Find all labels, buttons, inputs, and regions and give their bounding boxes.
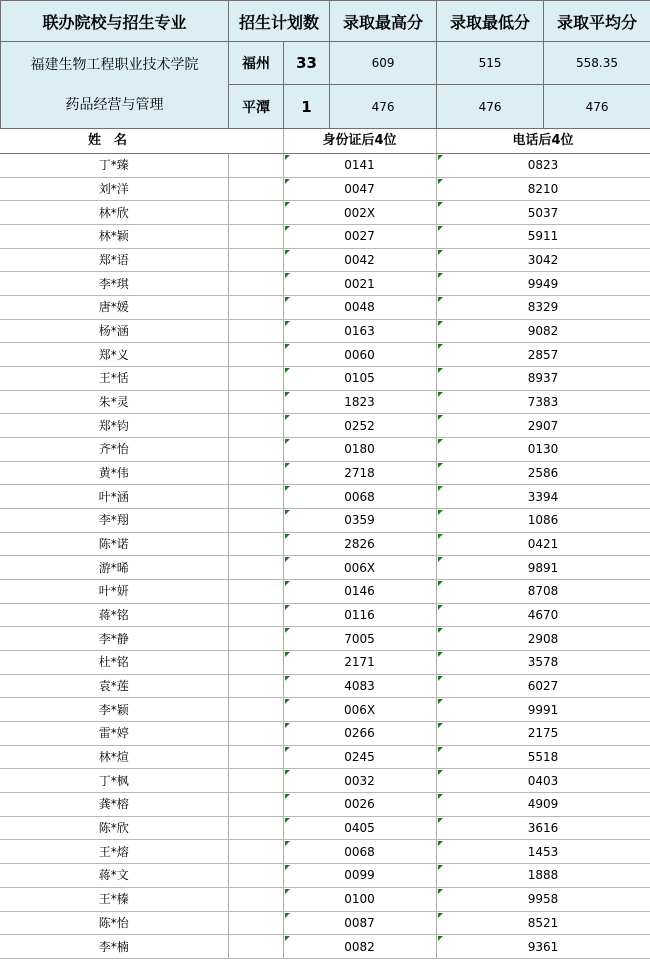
student-name: 游*晞 [0, 556, 228, 580]
city-cell: 平潭 [229, 85, 284, 129]
id-last4: 0048 [283, 296, 436, 320]
phone-last4: 4670 [436, 603, 650, 627]
blank-cell [228, 745, 283, 769]
city-cell: 福州 [229, 42, 284, 85]
id-last4: 0087 [283, 911, 436, 935]
table-row [0, 556, 650, 580]
major-name: 药品经营与管理 [65, 97, 164, 113]
school-name: 福建生物工程职业技术学院 [30, 57, 199, 73]
id-last4: 2826 [283, 532, 436, 556]
blank-cell [228, 461, 283, 485]
blank-cell [228, 603, 283, 627]
table-row [0, 840, 650, 864]
student-name: 陈*欣 [0, 816, 228, 840]
header-id-last4: 身份证后4位 [283, 129, 436, 154]
blank-cell [228, 651, 283, 675]
table-row [0, 580, 650, 604]
student-name: 齐*怡 [0, 438, 228, 462]
blank-cell [228, 485, 283, 509]
student-name: 林*煊 [0, 745, 228, 769]
student-name: 叶*涵 [0, 485, 228, 509]
id-last4: 2718 [283, 461, 436, 485]
student-name: 刘*洋 [0, 177, 228, 201]
blank-cell [228, 248, 283, 272]
phone-last4: 8329 [436, 296, 650, 320]
phone-last4: 8937 [436, 367, 650, 391]
phone-last4: 2175 [436, 722, 650, 746]
phone-last4: 1888 [436, 864, 650, 888]
blank-cell [228, 154, 283, 178]
student-name: 郑*义 [0, 343, 228, 367]
blank-cell [228, 272, 283, 296]
blank-cell [228, 367, 283, 391]
phone-last4: 0823 [436, 154, 650, 178]
blank-cell [228, 319, 283, 343]
id-last4: 0100 [283, 887, 436, 911]
id-last4: 0027 [283, 225, 436, 249]
student-name: 王*熔 [0, 840, 228, 864]
header-avg-score: 录取平均分 [544, 1, 650, 42]
id-last4: 0359 [283, 509, 436, 533]
max-score-cell: 476 [330, 85, 437, 129]
student-name: 唐*媛 [0, 296, 228, 320]
id-last4: 0060 [283, 343, 436, 367]
blank-cell [228, 793, 283, 817]
id-last4: 4083 [283, 674, 436, 698]
table-row [0, 177, 650, 201]
student-name: 李*静 [0, 627, 228, 651]
table-row [0, 225, 650, 249]
student-name: 陈*怡 [0, 911, 228, 935]
table-row [0, 722, 650, 746]
table-row [0, 769, 650, 793]
blank-cell [228, 177, 283, 201]
phone-last4: 9361 [436, 935, 650, 959]
student-name: 郑*语 [0, 248, 228, 272]
phone-last4: 0403 [436, 769, 650, 793]
min-score-cell: 515 [437, 42, 544, 85]
id-last4: 0082 [283, 935, 436, 959]
table-row [0, 390, 650, 414]
blank-cell [228, 769, 283, 793]
blank-cell [228, 911, 283, 935]
blank-cell [228, 722, 283, 746]
table-row [0, 935, 650, 959]
id-last4: 0141 [283, 154, 436, 178]
student-name: 丁*臻 [0, 154, 228, 178]
summary-header-row [1, 1, 650, 42]
summary-row-fuzhou [1, 42, 650, 85]
id-last4: 006X [283, 698, 436, 722]
blank-cell [228, 864, 283, 888]
phone-last4: 2857 [436, 343, 650, 367]
phone-last4: 5911 [436, 225, 650, 249]
table-row [0, 674, 650, 698]
blank-cell [228, 201, 283, 225]
id-last4: 0099 [283, 864, 436, 888]
table-row [0, 414, 650, 438]
student-name: 朱*灵 [0, 390, 228, 414]
blank-cell [228, 935, 283, 959]
list-header-row [0, 129, 650, 154]
table-row [0, 438, 650, 462]
student-name: 王*榛 [0, 887, 228, 911]
blank-cell [228, 438, 283, 462]
blank-cell [228, 532, 283, 556]
id-last4: 0105 [283, 367, 436, 391]
table-row [0, 485, 650, 509]
table-row [0, 745, 650, 769]
id-last4: 0266 [283, 722, 436, 746]
phone-last4: 3616 [436, 816, 650, 840]
phone-last4: 9082 [436, 319, 650, 343]
id-last4: 0042 [283, 248, 436, 272]
table-row [0, 864, 650, 888]
student-name: 杨*涵 [0, 319, 228, 343]
table-row [0, 248, 650, 272]
student-name: 林*颖 [0, 225, 228, 249]
student-name: 杜*铭 [0, 651, 228, 675]
header-max-score: 录取最高分 [330, 1, 437, 42]
admission-summary-table [0, 0, 650, 129]
table-row [0, 343, 650, 367]
student-name: 李*琪 [0, 272, 228, 296]
student-name: 袁*莲 [0, 674, 228, 698]
phone-last4: 1086 [436, 509, 650, 533]
blank-cell [228, 887, 283, 911]
blank-cell [228, 556, 283, 580]
phone-last4: 0421 [436, 532, 650, 556]
header-phone-last4: 电话后4位 [436, 129, 650, 154]
id-last4: 0163 [283, 319, 436, 343]
blank-cell [228, 627, 283, 651]
student-name: 李*翔 [0, 509, 228, 533]
header-name: 姓 名 [0, 129, 283, 154]
blank-cell [228, 840, 283, 864]
table-row [0, 201, 650, 225]
id-last4: 0405 [283, 816, 436, 840]
student-name: 李*颖 [0, 698, 228, 722]
id-last4: 0032 [283, 769, 436, 793]
student-name: 林*欣 [0, 201, 228, 225]
table-row [0, 651, 650, 675]
id-last4: 0180 [283, 438, 436, 462]
id-last4: 7005 [283, 627, 436, 651]
id-last4: 0047 [283, 177, 436, 201]
id-last4: 0068 [283, 840, 436, 864]
student-name: 郑*钧 [0, 414, 228, 438]
student-name: 龚*榕 [0, 793, 228, 817]
phone-last4: 3578 [436, 651, 650, 675]
phone-last4: 2908 [436, 627, 650, 651]
phone-last4: 1453 [436, 840, 650, 864]
student-name: 蒋*铭 [0, 603, 228, 627]
phone-last4: 5037 [436, 201, 650, 225]
min-score-cell: 476 [437, 85, 544, 129]
table-row [0, 603, 650, 627]
id-last4: 0026 [283, 793, 436, 817]
phone-last4: 9949 [436, 272, 650, 296]
blank-cell [228, 698, 283, 722]
phone-last4: 2907 [436, 414, 650, 438]
student-name: 陈*诺 [0, 532, 228, 556]
plan-count-cell: 1 [284, 85, 330, 129]
blank-cell [228, 509, 283, 533]
phone-last4: 7383 [436, 390, 650, 414]
phone-last4: 9891 [436, 556, 650, 580]
id-last4: 2171 [283, 651, 436, 675]
table-row [0, 319, 650, 343]
header-plan-count: 招生计划数 [229, 1, 330, 42]
id-last4: 0146 [283, 580, 436, 604]
table-row [0, 887, 650, 911]
blank-cell [228, 816, 283, 840]
id-last4: 0252 [283, 414, 436, 438]
phone-last4: 8521 [436, 911, 650, 935]
phone-last4: 3042 [436, 248, 650, 272]
student-name: 叶*妍 [0, 580, 228, 604]
table-row [0, 698, 650, 722]
phone-last4: 9958 [436, 887, 650, 911]
avg-score-cell: 558.35 [544, 42, 650, 85]
phone-last4: 5518 [436, 745, 650, 769]
id-last4: 0021 [283, 272, 436, 296]
phone-last4: 6027 [436, 674, 650, 698]
phone-last4: 3394 [436, 485, 650, 509]
phone-last4: 2586 [436, 461, 650, 485]
avg-score-cell: 476 [544, 85, 650, 129]
blank-cell [228, 390, 283, 414]
phone-last4: 8708 [436, 580, 650, 604]
table-row [0, 532, 650, 556]
id-last4: 0116 [283, 603, 436, 627]
header-school-major: 联办院校与招生专业 [1, 1, 229, 42]
table-row [0, 367, 650, 391]
table-row [0, 911, 650, 935]
blank-cell [228, 674, 283, 698]
phone-last4: 9991 [436, 698, 650, 722]
student-name: 蒋*文 [0, 864, 228, 888]
table-row [0, 793, 650, 817]
max-score-cell: 609 [330, 42, 437, 85]
blank-cell [228, 296, 283, 320]
blank-cell [228, 414, 283, 438]
id-last4: 0245 [283, 745, 436, 769]
id-last4: 0068 [283, 485, 436, 509]
phone-last4: 4909 [436, 793, 650, 817]
blank-cell [228, 580, 283, 604]
id-last4: 006X [283, 556, 436, 580]
school-major-cell [1, 42, 229, 129]
plan-count-cell: 33 [284, 42, 330, 85]
student-name: 李*楠 [0, 935, 228, 959]
student-name: 丁*枫 [0, 769, 228, 793]
student-name: 雷*婷 [0, 722, 228, 746]
table-row [0, 509, 650, 533]
table-row [0, 816, 650, 840]
blank-cell [228, 225, 283, 249]
phone-last4: 8210 [436, 177, 650, 201]
student-name: 王*恬 [0, 367, 228, 391]
id-last4: 002X [283, 201, 436, 225]
header-min-score: 录取最低分 [437, 1, 544, 42]
table-row [0, 461, 650, 485]
blank-cell [228, 343, 283, 367]
table-row [0, 272, 650, 296]
student-name: 黄*伟 [0, 461, 228, 485]
table-row [0, 296, 650, 320]
id-last4: 1823 [283, 390, 436, 414]
table-row [0, 627, 650, 651]
student-list-table [0, 129, 650, 959]
phone-last4: 0130 [436, 438, 650, 462]
table-row [0, 154, 650, 178]
